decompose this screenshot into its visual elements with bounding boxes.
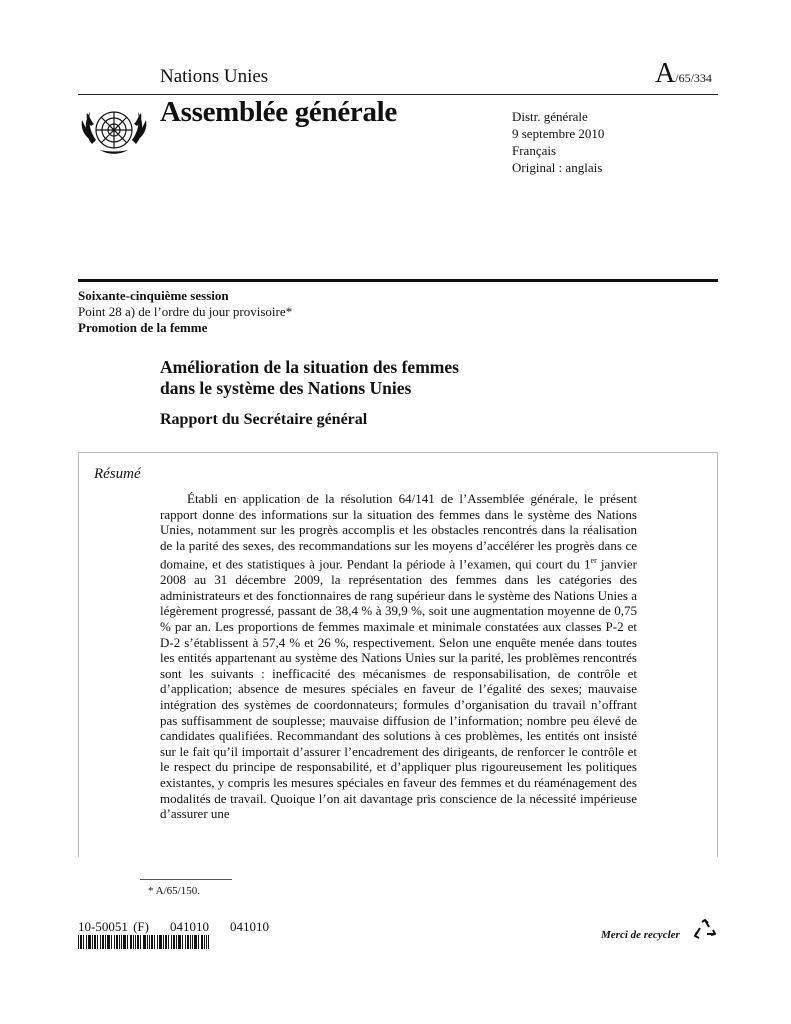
summary-paragraph [160,491,637,822]
agenda-topic: Promotion de la femme [78,320,208,335]
recycle-label: Merci de recycler [601,929,680,941]
section-divider [78,279,718,282]
un-emblem-icon [78,100,150,160]
symbol-suffix: /65/334 [675,71,712,85]
distribution-block [512,108,604,176]
session-name: Soixante-cinquième session [78,288,229,303]
header-rule [78,94,718,95]
document-title [160,357,459,399]
symbol-prefix: A [655,58,676,89]
session-block [78,288,292,336]
organization-name: Nations Unies [160,66,269,87]
summary-heading: Résumé [94,466,141,482]
footnote-rule [140,879,232,880]
document-symbol [655,58,712,90]
distr-language: Français [512,143,557,158]
summary-superscript: er [590,556,597,566]
main-title: Assemblée générale [160,96,397,128]
document-number: 10-50051 (F) 041010 041010 [78,919,269,934]
title-line-2: dans le système des Nations Unies [160,378,412,398]
distr-original: Original : anglais [512,160,603,175]
report-subtitle: Rapport du Secrétaire général [160,411,368,428]
title-line-1: Amélioration de la situation des femmes [160,357,459,377]
distr-date: 9 septembre 2010 [512,126,605,141]
recycle-icon [693,918,717,942]
summary-text-part-2: janvier 2008 au 31 décembre 2009, la représentation des femmes dans les catégories des administrateurs et des fonctionnaires de rang supérieur dans le système des Nations Unies a légèrement progressé, passant de 38,4 % à 39,9 %, soit une augmentation moyenne de 0,75 % par an. Les proportions de femmes maximale et minimale constatées aux classes P-2 et D-2 s’établissent à 57,4 % et 26 %, respectivement. Selon une enquête menée dans toutes les entités appartenant au système des Nations Unies sur la parité, les problèmes rencontrés sont les suivants : inefficacité des mécanismes de responsabilisation, de contrôle et d’application; absence de mesures spéciales en faveur de l’égalité des sexes; mauvaise intégration des systèmes de coordonnateurs; formules d’organisation du travail n’offrant pas suffisamment de souplesse; mauvaise diffusion de l’information; nombre peu élevé de candidates qualifiées. Recommandant des solutions à ces problèmes, les entités ont insisté sur le fait qu’il importait d’assurer l’encadrement des dirigeants, de renforcer le contrôle et le respect du principe de responsabilité, et d’appliquer plus rigoureusement les politiques existantes, y compris les mesures spéciales en faveur des femmes et du réaménagement des modalités de travail. Quoique l’on ait davantage pris conscience de la nécessité impérieuse d’assurer une [160,556,637,822]
barcode-icon [78,935,209,949]
agenda-item: Point 28 a) de l’ordre du jour provisoire* [78,304,293,319]
distr-type: Distr. générale [512,109,588,124]
footnote: * A/65/150. [148,885,200,897]
summary-text-part-1: Établi en application de la résolution 64/141 de l’Assemblée générale, le présent rapport donne des informations sur la situation des femmes dans le système des Nations Unies, notamment sur les progrès accomplis et les obstacles rencontrés dans la réalisation de la parité des sexes, des recommandations sur les moyens d’accélérer les progrès dans ce domaine, et des statistiques à jour. Pendant la période à l’examen, qui court du 1 [160,491,637,572]
